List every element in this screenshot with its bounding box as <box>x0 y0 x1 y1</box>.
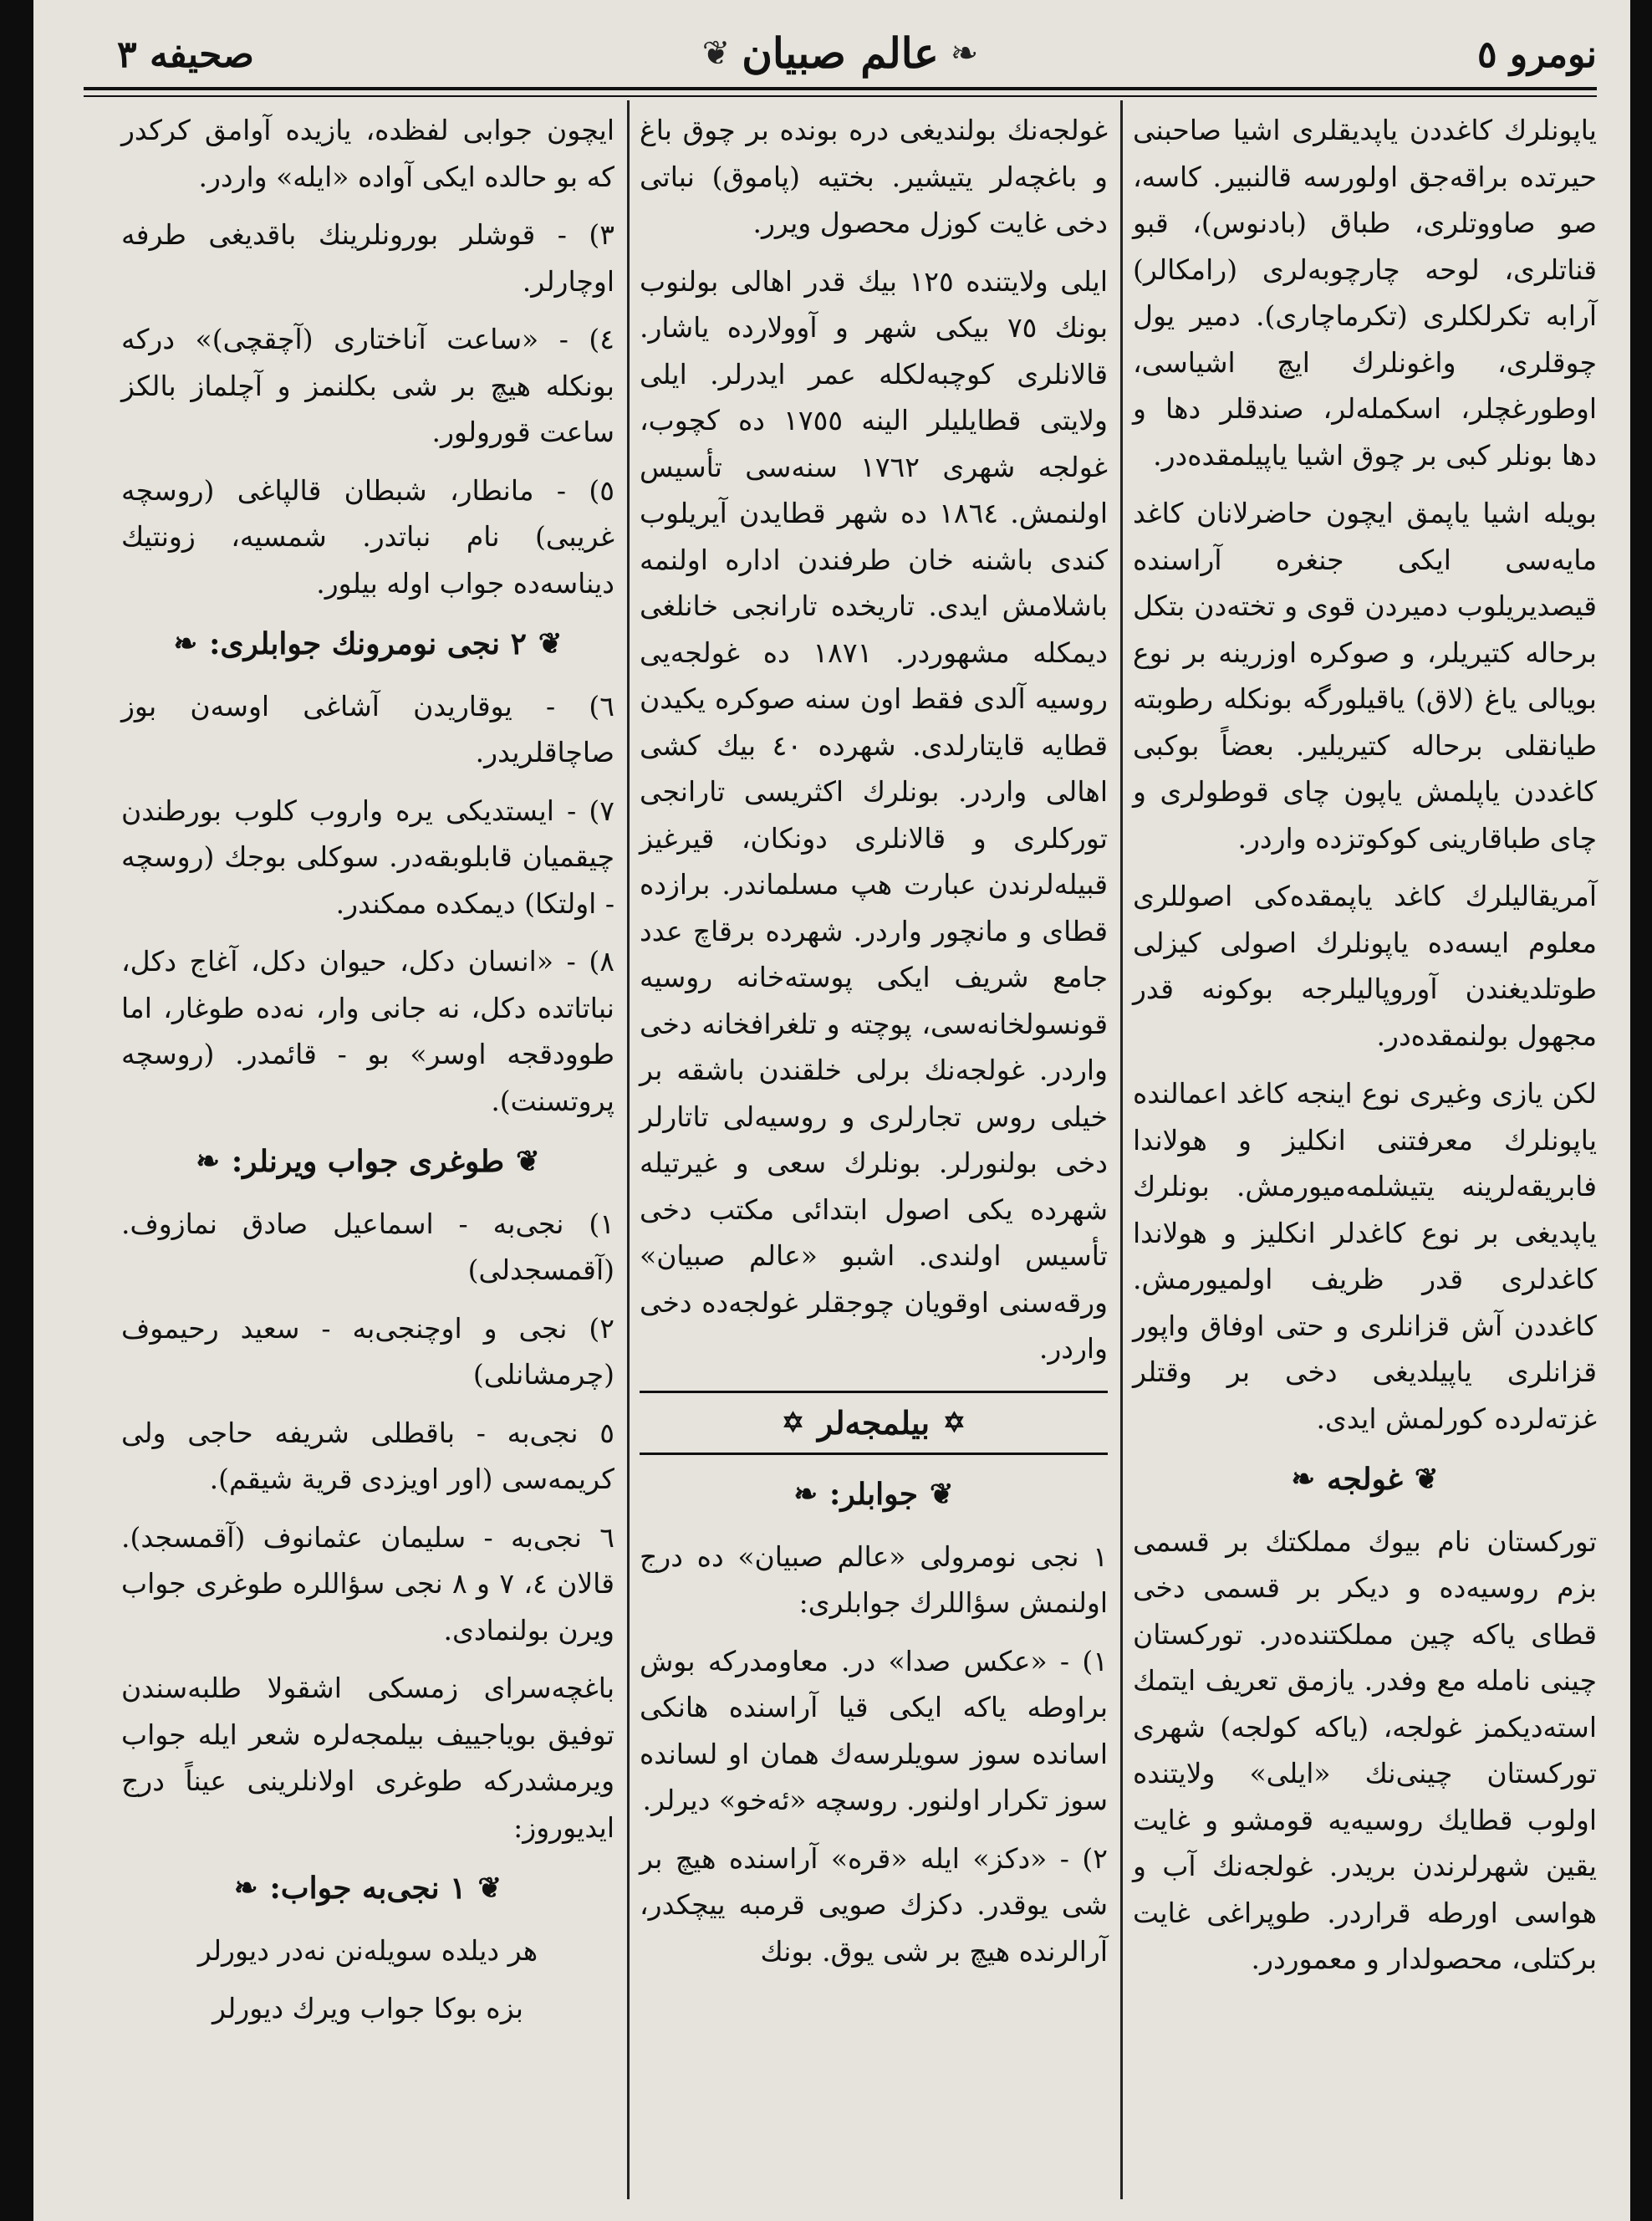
article-paragraph: آمريقاليلرك كاغد ياپمقده‌كى اصوللرى معلوم ايسه‌ده ياپونلرك اصولى كيزلى طوتلديغندن آوروپاليلرجه بوكونه قدر مجهول بولنمقده‌در. <box>1133 880 1597 1052</box>
article-paragraph: ٥ نجى‌به - باقطلى شريفه حاجى ولى كريمه‌سى (اور اويزدى قرية شيقم). <box>121 1416 614 1495</box>
article-paragraph: توركستان نام بيوك مملكتك بر قسمى بزم روسيه‌ده و ديكر بر قسمى دخى قطاى ياكه چين مملكتنده‌در. توركستان چينى نامله مع وفدر. يازمق تعريف ايتمك استه‌ديكمز غولجه، (ياكه كولجه) شهرى توركستان چينى‌نك «ايلى» ولايتنده اولوب قطايك روسيه‌يه قومشو و غايت يقين شهرلرندن بريدر. غولجه‌نك آب و هواسى اورطه قراردر. طوپراغى غايت بركتلى، محصولدار و معموردر. <box>1133 1524 1597 1975</box>
column-divider-right <box>1120 100 1123 2199</box>
masthead-title-block <box>702 28 979 78</box>
fleuron-icon: ❦ <box>929 1478 954 1511</box>
ornament-right-icon: ❧ <box>950 33 979 73</box>
subheading-correct-answers <box>121 1139 614 1186</box>
fleuron-icon: ❦ <box>538 627 563 661</box>
article-paragraph: ٤) - «ساعت آناختارى (آچقچى)» دركه بونكله هيچ بر شى بكلنمز و آچلماز بالكز ساعت قورولور. <box>121 323 614 448</box>
column-right <box>1133 107 1597 2198</box>
fleuron-icon: ❧ <box>793 1478 818 1511</box>
article-paragraph: بويله اشيا ياپمق ايچون حاضرلانان كاغد مايه‌سى ايكى جنغره آراسنده قيصديريلوب دميردن قوى و تخته‌دن بتكل برحاله كتيريلر، و صوكره اوزرينه بر نوع بويالى ياغ (لاق) ياقيلورگه بونكله رطوبته طيانقلى برحاله كتيريلير. بعضاً بوكبى كاغددن ياپلمش ياپون چاى قوطولرى و چاى طباقارينى كوكوتزده واردر. <box>1133 497 1597 855</box>
star-icon: ✡ <box>782 1406 804 1438</box>
section-heading-riddles <box>640 1391 1108 1456</box>
ornament-left-icon: ❦ <box>701 33 731 73</box>
subheading-text: ٢ نجى نومرونك جوابلرى: <box>209 626 527 661</box>
subheading-issue2-answers <box>121 621 614 668</box>
article-paragraph: ٨) - «انسان دكل، حيوان دكل، آغاج دكل، نباتاتده دكل، نه جانى وار، نه‌ده طوغار، اما طوودقجه اوسر» بو - قائمدر. (روسچه پروتسنت). <box>121 945 614 1117</box>
fleuron-icon: ❧ <box>173 627 198 661</box>
scan-edge-right <box>1630 0 1652 2221</box>
newspaper-page <box>33 0 1630 2221</box>
article-paragraph: ٦) - يوقاريدن آشاغى اوسه‌ن بوز صاچاقلريدر. <box>121 689 614 768</box>
article-paragraph: ياپونلرك كاغددن ياپديقلرى اشيا صاحبنى حيرتده براقه‌جق اولورسه قالنبير. كاسه، صو صاووتلرى، طباق (بادنوس)، قبو قناتلرى، لوحه چارچوبه‌لرى (رامكالر) آرابه تكرلكلرى (تكرماچارى). دمير يول چوقلرى، واغونلرك ايچ اشياسى، اوطورغچلر، اسكمله‌لر، صندقلر دها و دها بونلر كبى بر چوق اشيا ياپيلمقده‌در. <box>1133 114 1597 472</box>
masthead-rule-thin <box>84 95 1597 97</box>
subheading-answers <box>640 1472 1108 1519</box>
newspaper-title: عالم صبيان <box>742 28 939 78</box>
fleuron-icon: ❦ <box>1414 1463 1439 1496</box>
article-paragraph: ايچون جوابى لفظده، يازيده آوامق كركدر كه بو حالده ايكى آواده «ايله» واردر. <box>121 114 614 193</box>
fleuron-icon: ❧ <box>233 1871 258 1905</box>
article-paragraph: ٣) - قوشلر بورونلرينك باقديغى طرفه اوچارلر. <box>121 218 614 298</box>
subheading-text: جوابلر: <box>829 1477 918 1512</box>
fleuron-icon: ❧ <box>1291 1463 1316 1496</box>
masthead <box>84 28 1597 87</box>
article-paragraph: لكن يازى وغيرى نوع اينجه كاغد اعمالنده ياپونلرك معرفتنى انكليز و هولاندا فابريقه‌لرينه يتيشلمه‌ميورمش. بونلرك ياپديغى بر نوع كاغدلر انكليز و هولاندا كاغدلرى قدر ظريف اولميورمش. كاغددن آش قزانلرى و حتى اوفاق واپور قزانلرى ياپيلديغى دخى بر وقتلر غزته‌لرده كورلمش ايدى. <box>1133 1077 1597 1435</box>
article-paragraph: باغچه‌سراى زمسكى اشقولا طلبه‌سندن توفيق بوياجييف بيلمجه‌لره شعر ايله جواب ويرمشدركه طوغرى اولانلرينى عيناً درج ايديوروز: <box>121 1672 614 1844</box>
article-paragraph: ٢) - «دكز» ايله «قره» آراسنده هيچ بر شى يوقدر. دكزك صويى قرمبه ييچكدر، آرالرنده هيچ بر شى يوق. بونك <box>640 1841 1108 1968</box>
fleuron-icon: ❦ <box>516 1145 540 1178</box>
article-paragraph: ايلى ولايتنده ١٢٥ بيك قدر اهالى بولنوب بونك ٧٥ بيكى شهر و آوولارده ياشار. قالانلرى كوچبه‌لكله عمر ايدرلر. ايلى ولايتى قطايليلر الينه ١٧٥٥ ده كچوب، غولجه شهرى ١٧٦٢ سنه‌سى تأسيس اولنمش. ١٨٦٤ ده شهر قطايدن آيريلوب كندى باشنه خان طرفندن اداره اولنمه باشلامش ايدى. تاريخده تارانجى خانلغى ديمكله مشهوردر. ١٨٧١ ده غولجه‌يى روسيه آلدى فقط اون سنه صوكره يكيدن قطايه قايتارلدى. شهرده ٤٠ بيك كشى اهالى واردر. بونلرك اكثريسى تارانجى توركلرى و قالانلرى دونكان، قيرغيز قبيله‌لرندن عبارت هپ مسلماندر. برازده قطاى و مانچور واردر. شهرده برقاچ عدد جامع شريف ايكى پوسته‌خانه روسيه قونسولخانه‌سى، پوچته و تلغرافخانه دخى واردر. غولجه‌نك برلى خلقندن باشقه بر خيلى روس تجارلرى و روسيه‌لى تاتارلر دخى بولنورلر. بونلرك سعى و غيرتيله شهرده يكى اصول ابتدائى مكتب دخى تأسيس اولندى. اشبو «عالم صبيان» ورقه‌سنى اوقويان چوجقلر غولجه‌ده دخى واردر. <box>640 264 1108 1365</box>
star-icon: ✡ <box>943 1406 966 1438</box>
article-paragraph: ٥) - مانطار، شبطان قالپاغى (روسچه غريبى) نام نباتدر. شمسيه، زونتيك ديناسه‌ده جواب اوله بيلور. <box>121 473 614 600</box>
column-divider-left <box>627 100 630 2199</box>
fleuron-icon: ❧ <box>196 1145 220 1178</box>
column-middle <box>640 107 1108 2198</box>
poem-line: هر ديلده سويله‌نن نه‌در ديورلر <box>197 1933 538 1967</box>
section-heading-text: غولجه <box>1327 1462 1403 1497</box>
article-paragraph: ١) - «عكس صدا» در. معاومدركه بوش براوطه ياكه ايكى قيا آراسنده هانكى اسانده سوز سويلرسه‌ك همان او لسانده سوز تكرار اولنور. روسچه «ئەخو» ديرلر. <box>640 1644 1108 1816</box>
section-heading-text: بيلمجه‌لر <box>817 1403 931 1442</box>
article-paragraph: ١) نجى‌به - اسماعيل صادق نمازوف. (آقمسجدلى) <box>121 1207 614 1286</box>
subheading-text: طوغرى جواب ويرنلر: <box>231 1144 505 1179</box>
scan-edge-left <box>0 0 33 2221</box>
article-paragraph: ٧) - ايستديكى يره واروب كلوب بورطندن چيقميان قابلوبقه‌در. سوكلى بوجك (روسچه - اولتكا) ديمكده ممكندر. <box>121 794 614 920</box>
fleuron-icon: ❦ <box>477 1871 502 1905</box>
subheading-first-answer <box>121 1866 614 1912</box>
article-paragraph: غولجه‌نك بولنديغى دره بونده بر چوق باغ و باغچه‌لر يتيشير. بختيه (پاموق) نباتى دخى غايت كوزل محصول ويرر. <box>640 114 1108 239</box>
article-paragraph: ٢) نجى و اوچنجى‌به - سعيد رحيموف (چرمشانلى) <box>121 1311 614 1391</box>
issue-number: نومرو ٥ <box>1476 33 1597 76</box>
section-heading-ghulja <box>1133 1457 1597 1504</box>
column-left <box>121 107 614 2198</box>
subheading-text: ١ نجى‌به جواب: <box>269 1871 467 1906</box>
article-paragraph: ٦ نجى‌به - سليمان عثمانوف (آقمسجد). قالان ٤، ٧ و ٨ نجى سؤاللره طوغرى جواب ويرن بولنمادى. <box>121 1520 615 1647</box>
masthead-rule <box>84 87 1597 90</box>
poem-line: بزه بوكا جواب ويرك ديورلر <box>212 1992 523 2024</box>
page-number: صحيفه ٣ <box>117 33 254 76</box>
article-paragraph: ١ نجى نومرولى «عالم صبيان» ده درج اولنمش سؤاللرك جوابلرى: <box>640 1539 1108 1619</box>
